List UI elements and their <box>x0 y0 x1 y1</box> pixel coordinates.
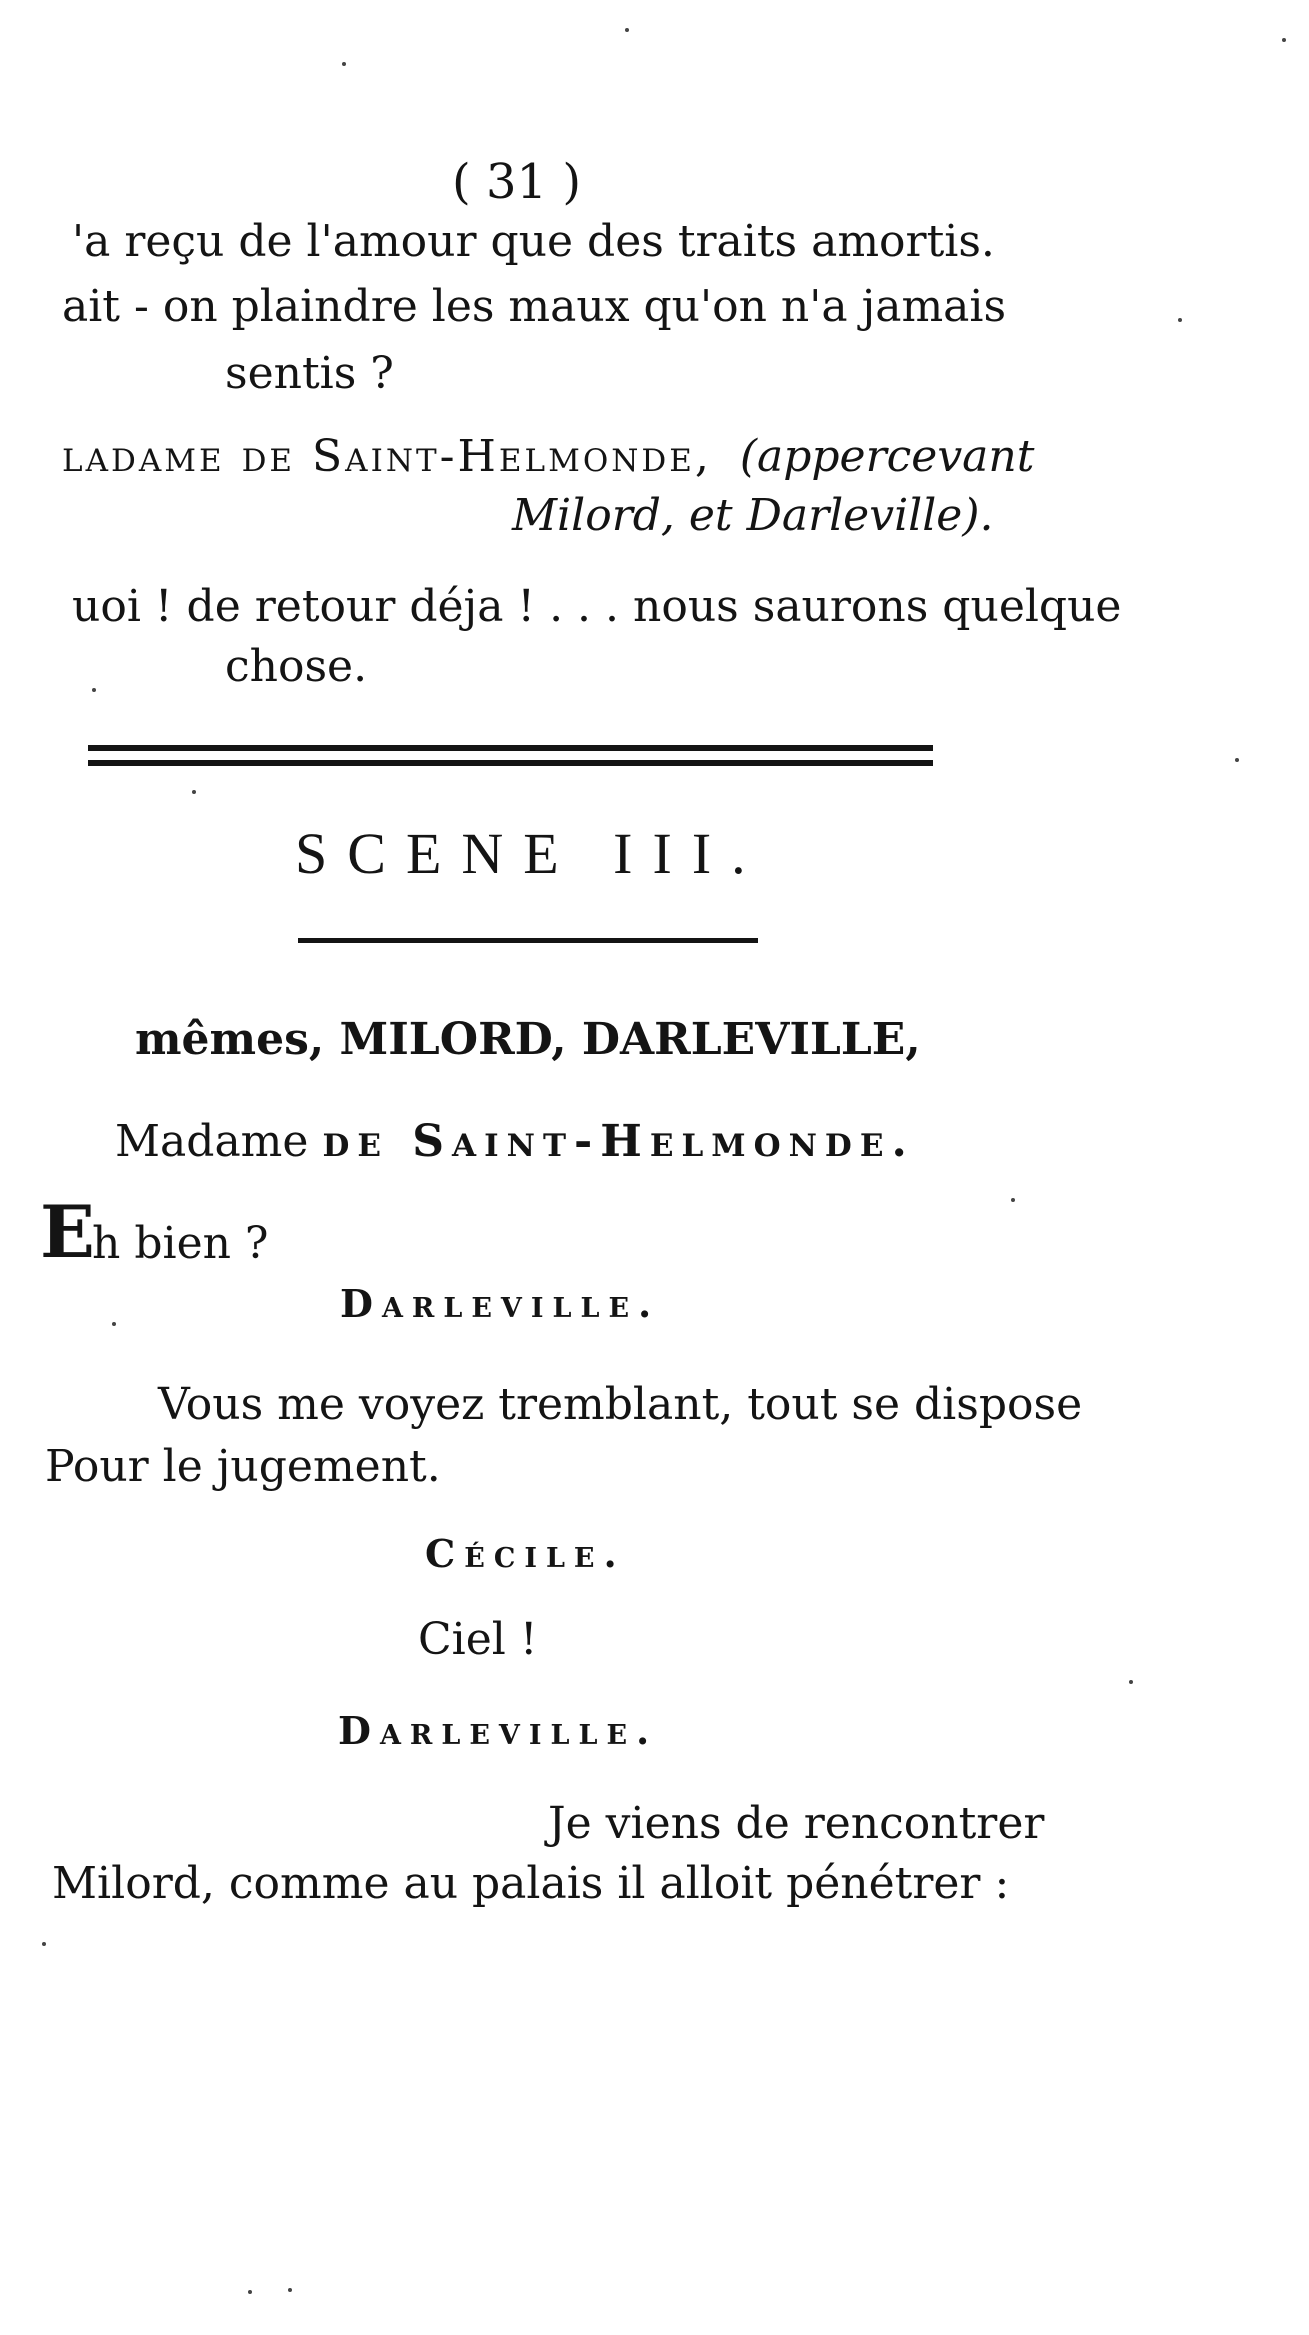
drop-cap: E <box>40 1189 95 1274</box>
verse-line-1: 'a reçu de l'amour que des traits amortis. <box>72 216 995 267</box>
speech-2: Ciel ! <box>418 1614 538 1665</box>
scan-speck <box>1282 38 1286 42</box>
cast-line-1: mêmes, MILORD, DARLEVILLE, <box>135 1014 921 1065</box>
scan-speck <box>625 28 629 32</box>
speech-3-line-2: Milord, comme au palais il alloit pénétrer : <box>52 1858 1010 1909</box>
stage-direction-cont: Milord, et Darleville). <box>512 490 994 541</box>
speaker-darleville-1: Darleville. <box>340 1281 661 1326</box>
scan-speck <box>1235 758 1239 762</box>
scan-speck <box>248 2290 252 2294</box>
speech-3-line-1: Je viens de rencontrer <box>548 1798 1045 1849</box>
dialogue-first-line: h bien ? <box>92 1218 269 1269</box>
verse-line-6: uoi ! de retour déja ! . . . nous saurons quelque <box>72 581 1122 632</box>
speaker-darleville-2: Darleville. <box>338 1708 659 1753</box>
speaker-name: ladame de Saint-Helmonde, <box>62 431 712 482</box>
page-number: ( 31 ) <box>452 154 582 210</box>
scan-speck <box>112 1322 116 1326</box>
stage-direction: (appercevant <box>739 431 1035 482</box>
double-rule-top <box>88 745 933 751</box>
scan-speck <box>92 688 96 692</box>
scan-speck <box>288 2288 292 2292</box>
scan-speck <box>192 790 196 794</box>
cast-line-2 <box>115 1116 915 1167</box>
speech-1-line-1: Vous me voyez tremblant, tout se dispose <box>158 1379 1083 1430</box>
speaker-cecile: Cécile. <box>425 1531 626 1576</box>
scan-speck <box>1011 1198 1015 1202</box>
cast-prefix: Madame <box>115 1116 309 1167</box>
scan-speck <box>342 62 346 66</box>
speech-1-line-2: Pour le jugement. <box>45 1441 441 1492</box>
verse-line-2: ait - on plaindre les maux qu'on n'a jamais <box>62 281 1007 332</box>
scene-title: SCENE III. <box>295 821 766 886</box>
double-rule-bottom <box>88 760 933 766</box>
scan-speck <box>42 1942 46 1946</box>
scan-speck <box>1178 318 1182 322</box>
scan-speck <box>1129 1680 1133 1684</box>
speaker-heading <box>62 431 1035 482</box>
scene-underline <box>298 938 758 943</box>
verse-line-7: chose. <box>225 641 368 692</box>
cast-name: de Saint-Helmonde. <box>322 1116 915 1167</box>
verse-line-3: sentis ? <box>225 348 394 399</box>
